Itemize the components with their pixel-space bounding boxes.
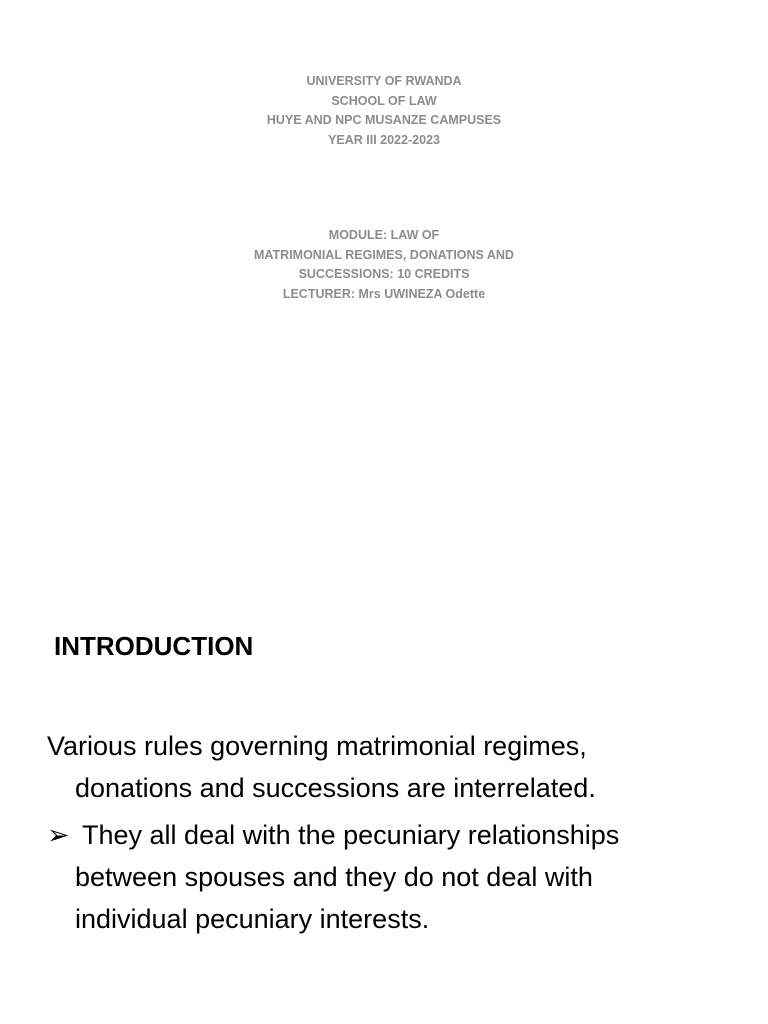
university-name: UNIVERSITY OF RWANDA [306,74,462,88]
module-title-line-2: MATRIMONIAL REGIMES, DONATIONS AND [254,247,514,262]
campuses: HUYE AND NPC MUSANZE CAMPUSES [266,113,502,127]
intro-paragraph-line-2: donations and successions are interrelated. [75,773,596,803]
institution-header [0,72,768,150]
module-title-line-1: MODULE: LAW OF [328,228,440,242]
bullet-line-2: between spouses and they do not deal with [75,862,593,892]
school-name: SCHOOL OF LAW [331,93,437,108]
introduction-slide [0,512,768,1024]
module-credits: SUCCESSIONS: 10 CREDITS [298,267,470,281]
lecturer-name: LECTURER: Mrs UWINEZA Odette [282,286,486,301]
bullet-point [47,814,619,940]
arrowhead-bullet-icon: ➢ [47,820,70,850]
academic-year: YEAR III 2022-2023 [328,132,440,147]
intro-paragraph-line-1: Various rules governing matrimonial regimes, [47,731,587,761]
bullet-line-3: individual pecuniary interests. [75,904,430,934]
module-header [0,226,768,304]
intro-paragraph [47,725,596,809]
slide-heading: INTRODUCTION [54,631,254,661]
bullet-line-1: They all deal with the pecuniary relationships [75,820,620,850]
